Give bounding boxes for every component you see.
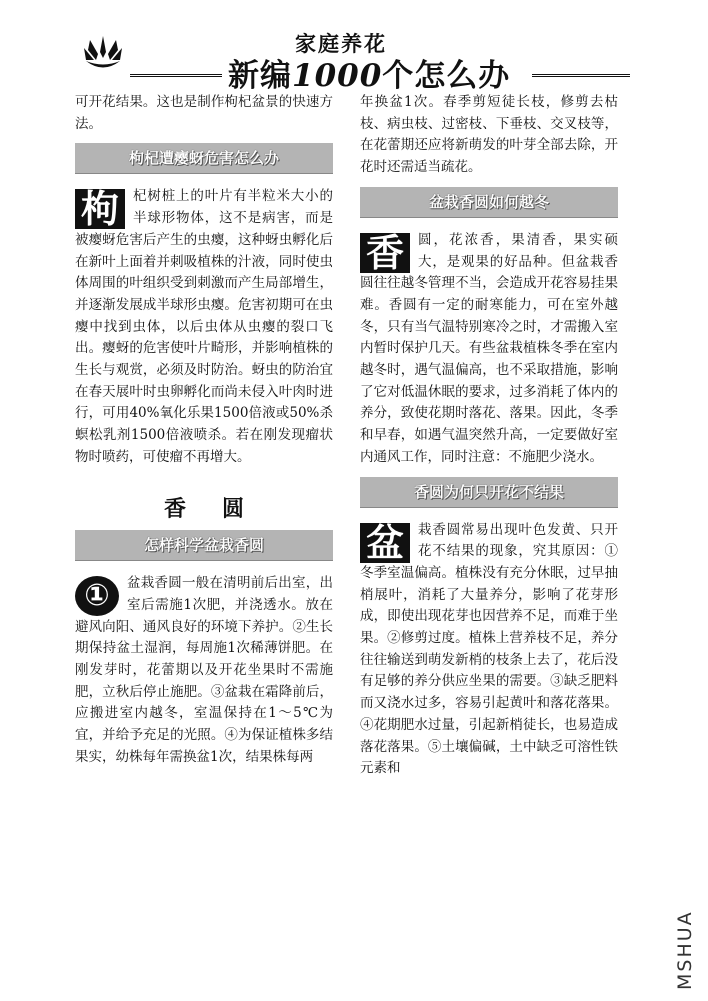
flower-logo-icon xyxy=(82,34,124,74)
paragraph-text: 杞树桩上的叶片有半粒米大小的半球形物体，这不是病害，而是被瘿蚜危害后产生的虫瘿，这种蚜虫孵化后在新叶上面着并刺吸植株的汁液，同时使虫体周围的叶组织受到刺激而产生局部增生，并逐渐发展成半球形虫瘿。危害初期可在虫瘿中找到虫体，以后虫体从虫瘿的裂口飞出。瘿蚜的危害使叶片畸形，并影响植株的生长与观赏，必须及时防治。蚜虫的防治宜在春天展叶时虫卵孵化而尚未侵入叶肉时进行，可用40%氧化乐果1500倍液或50%杀螟松乳剂1500倍液喷杀。若在刚发现瘤状物时喷药，可使瘤不再增大。 xyxy=(75,188,333,465)
heading-potted-xiangyuan: 怎样科学盆栽香圆 xyxy=(75,530,333,561)
drop-cap-number: ① xyxy=(75,576,119,616)
paragraph-overwintering xyxy=(360,230,618,469)
continued-text-right: 年换盆1次。春季剪短徒长枝，修剪去枯枝、病虫枝、过密枝、下垂枝、交叉枝等，在花蕾期还应将新萌发的叶芽全部去除，开花时还需适当疏花。 xyxy=(360,94,618,176)
masthead-number: 1000 xyxy=(292,58,383,94)
paragraph-text: 圆，花浓香，果清香，果实硕大，是观果的好品种。但盆栽香圆往往越冬管理不当，会造成开花容易挂果难。香圆有一定的耐寒能力，可在室外越冬，只有当气温特别寒冷之时，才需搬入室内暂时保护几天。有些盆栽植株冬季在室内越冬时，遇气温偏高，也不采取措施，影响了它对低温休眠的要求，过多消耗了体内的养分，致使花期时落花、落果。因此，冬季和早春，如遇气温突然升高，一定要做好室内通风工作，同时注意：不施肥少浇水。 xyxy=(360,231,618,465)
paragraph-text: 盆栽香圆一般在清明前后出室，出室后需施1次肥，并浇透水。放在避风向阳、通风良好的环境下养护。②生长期保持盆土湿润，每周施1次稀薄饼肥。在刚发芽时，花蕾期以及开花坐果时不需施肥，立秋后停止施肥。③盆栽在霜降前后，应搬进室内越冬，室温保持在1～5℃为宜，并给予充足的光照。④为保证植株多结果实，幼株每年需换盆1次，结果株每两 xyxy=(75,575,333,765)
right-column xyxy=(360,92,618,780)
left-column xyxy=(75,92,333,769)
heading-goji-gall-aphid: 枸杞遭瘿蚜危害怎么办 xyxy=(75,143,333,174)
continued-text-left: 可开花结果。这也是制作枸杞盆景的快速方法。 xyxy=(75,94,333,132)
watermark: MSHUA xyxy=(674,910,696,990)
paragraph-potted-xiangyuan xyxy=(75,573,333,768)
masthead-subtitle: 家庭养花 xyxy=(295,31,387,56)
masthead-rule-left xyxy=(130,74,222,77)
masthead-zenme: 怎么办 xyxy=(414,58,511,94)
drop-cap: 盆 xyxy=(360,523,410,563)
masthead xyxy=(70,28,630,94)
heading-overwintering: 盆栽香圆如何越冬 xyxy=(360,187,618,218)
masthead-ge: 个 xyxy=(382,58,415,94)
masthead-rule-right xyxy=(532,74,630,77)
masthead-title xyxy=(228,50,510,95)
drop-cap: 枸 xyxy=(75,189,125,229)
paragraph-text: 栽香圆常易出现叶色发黄、只开花不结果的现象，究其原因：①冬季室温偏高。植株没有充分休眠，过早抽梢展叶，消耗了大量养分，影响了花芽形成，即使出现花芽也因营养不足，而难于坐果。②修剪过度。植株上营养枝不足，养分往往输送到萌发新梢的枝条上去了，花后没有足够的养分供应坐果的需要。③缺乏肥料而又浇水过多，容易引起黄叶和落花落果。④花期肥水过量，引起新梢徒长，也易造成落花落果。⑤土壤偏碱，土中缺乏可溶性铁元素和 xyxy=(360,521,618,777)
paragraph-goji-gall-aphid xyxy=(75,186,333,468)
masthead-xin: 新编 xyxy=(228,58,292,94)
paragraph-flowers-no-fruit xyxy=(360,520,618,780)
drop-cap: 香 xyxy=(360,233,410,273)
section-title-xiangyuan: 香圆 xyxy=(163,495,280,522)
heading-flowers-no-fruit: 香圆为何只开花不结果 xyxy=(360,477,618,508)
